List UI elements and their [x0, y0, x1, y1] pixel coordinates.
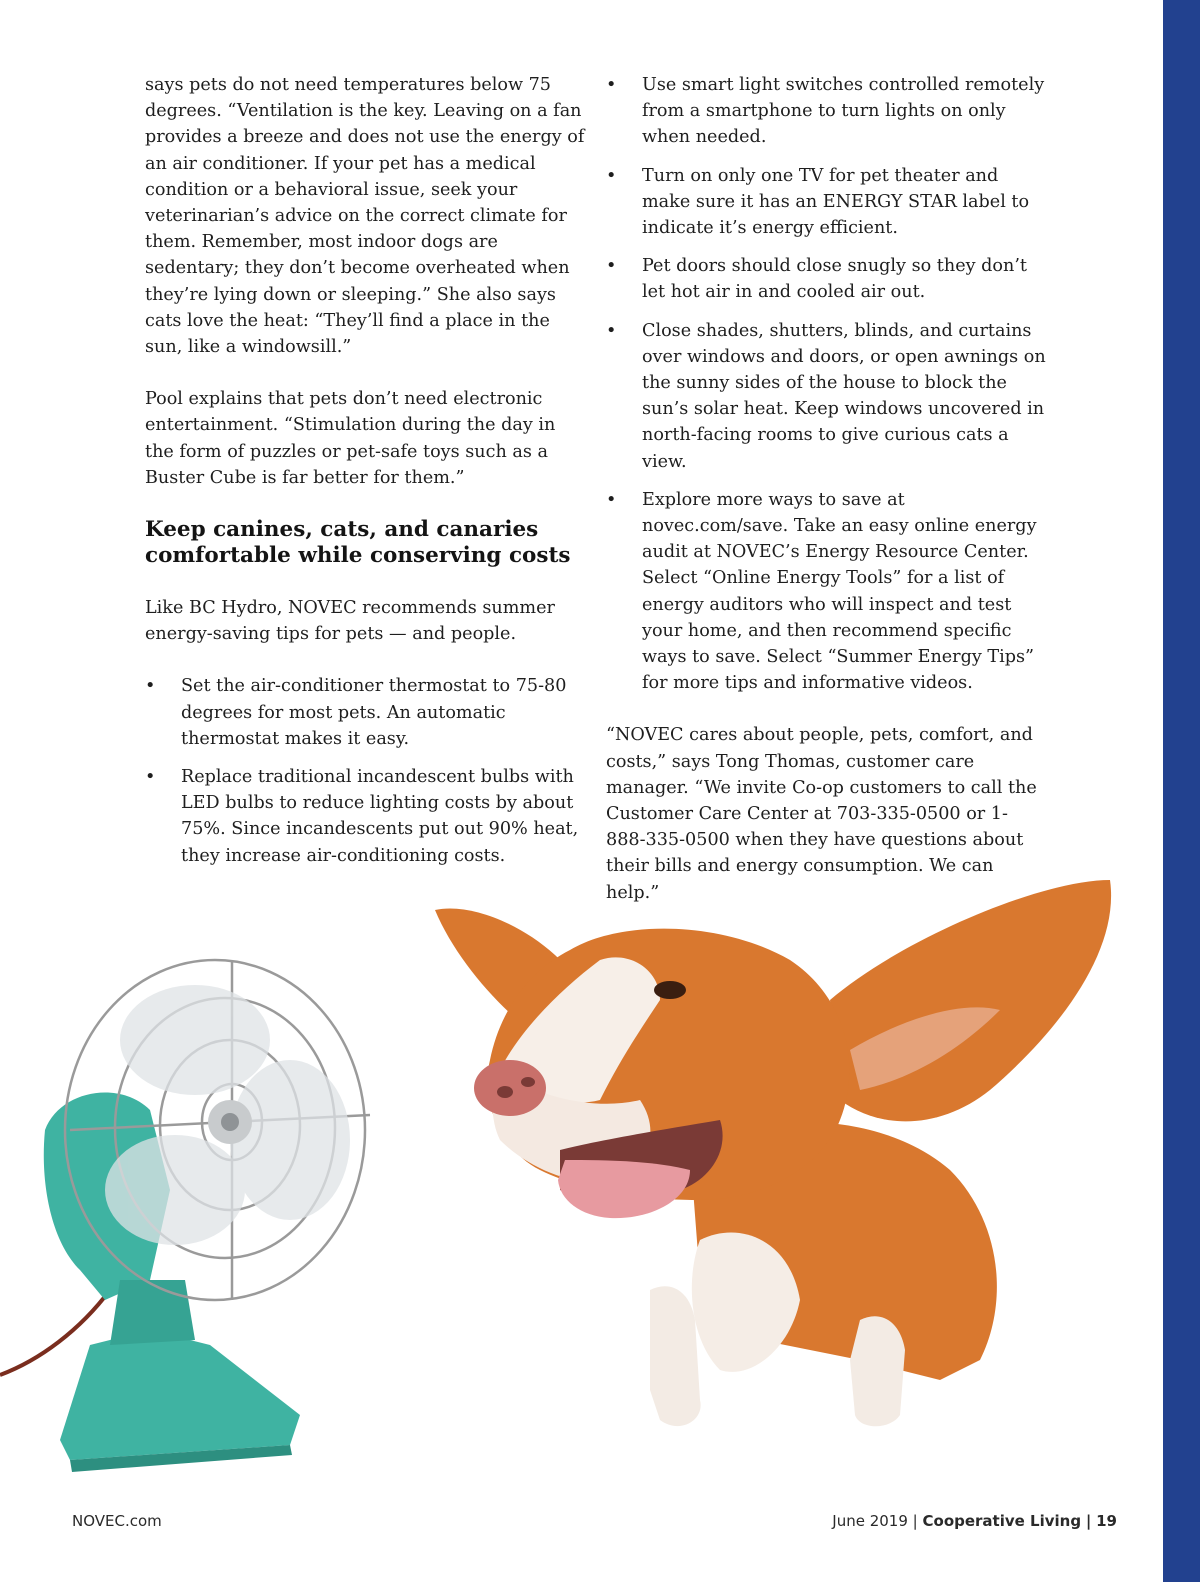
- footer-site: NOVEC.com: [72, 1512, 162, 1530]
- list-item-text: Set the air-conditioner thermostat to 75-80 degrees for most pets. An automatic thermostat makes it easy.: [181, 676, 567, 749]
- list-item-text: Explore more ways to save at novec.com/save. Take an easy online energy audit at NOVEC’s Energy Resource Center. Select “Online Energy Tools” for a list of energy auditors who will inspect and test your home, and then recommend specific ways to save. Select “Summer Energy Tips” for more tips and informative videos.: [642, 489, 1037, 694]
- list-item: [606, 487, 1046, 697]
- footer-separator: |: [912, 1512, 918, 1530]
- list-item: [606, 318, 1046, 475]
- page-number: 19: [1096, 1512, 1117, 1530]
- list-item-text: Close shades, shutters, blinds, and curtains over windows and doors, or open awnings on the sunny sides of the house to block the sun’s solar heat. Keep windows uncovered in north-facing rooms to give curious cats a view.: [642, 320, 1046, 472]
- body-paragraph-1: says pets do not need temperatures below 75 degrees. “Ventilation is the key. Leaving on a fan provides a breeze and does not use the energy of an air conditioner. If your pet has a medical condition or a behavioral issue, seek your veterinarian’s advice on the correct climate for them. Remember, most indoor dogs are sedentary; they don’t become overheated when they’re lying down or sleeping.” She also says cats love the heat: “They’ll find a place in the sun, like a windowsill.”: [145, 75, 585, 358]
- list-item: [145, 764, 585, 869]
- dog-tongue: [558, 1160, 690, 1218]
- fan-base-icon: [60, 1330, 300, 1460]
- body-paragraph-2: Pool explains that pets don’t need electronic entertainment. “Stimulation during the day in the form of puzzles or pet-safe toys such as a Buster Cube is far better for them.”: [145, 389, 556, 488]
- bullet-marker: •: [145, 676, 156, 697]
- footer-separator: |: [1085, 1512, 1092, 1530]
- list-item: [606, 253, 1046, 305]
- list-item-text: Replace traditional incandescent bulbs with LED bulbs to reduce lighting costs by about 75%. Since incandescents put out 90% heat, they increase air-conditioning costs.: [181, 767, 579, 866]
- bullet-marker: •: [606, 320, 617, 341]
- dog-eye: [654, 981, 686, 999]
- footer-date: June 2019: [832, 1512, 908, 1530]
- tips-list-right: [606, 72, 1046, 696]
- tips-list-left: [145, 673, 585, 868]
- side-color-bar: [1163, 0, 1200, 1582]
- list-item: [606, 163, 1046, 242]
- closing-quote: “NOVEC cares about people, pets, comfort, and costs,” says Tong Thomas, customer care manager. “We invite Co-op customers to call the Customer Care Center at 703-335-0500 or 1-888-335-0500 when they have questions about their bills and energy consumption. We can help.”: [606, 725, 1037, 903]
- bullet-marker: •: [606, 165, 617, 186]
- fan-and-dog-illustration: [0, 860, 1150, 1480]
- list-item-text: Use smart light switches controlled remotely from a smartphone to turn lights on only when needed.: [642, 75, 1045, 148]
- bullet-marker: •: [606, 75, 617, 95]
- right-column: [606, 72, 1046, 932]
- list-item-text: Pet doors should close snugly so they don’t let hot air in and cooled air out.: [642, 256, 1027, 303]
- bullet-marker: •: [606, 256, 617, 277]
- footer-publication: Cooperative Living: [922, 1512, 1082, 1530]
- bullet-marker: •: [606, 489, 617, 510]
- left-column: [145, 72, 585, 895]
- dog-icon: [435, 880, 1111, 1426]
- list-item: [606, 72, 1046, 151]
- footer-issue: [832, 1512, 1117, 1530]
- bullet-marker: •: [145, 767, 156, 788]
- list-item-text: Turn on only one TV for pet theater and make sure it has an ENERGY STAR label to indicate it’s energy efficient.: [642, 165, 1030, 239]
- list-item: [145, 673, 585, 752]
- body-paragraph-3: Like BC Hydro, NOVEC recommends summer energy-saving tips for pets — and people.: [145, 598, 555, 645]
- section-heading: Keep canines, cats, and canaries comfortable while conserving costs: [145, 517, 571, 569]
